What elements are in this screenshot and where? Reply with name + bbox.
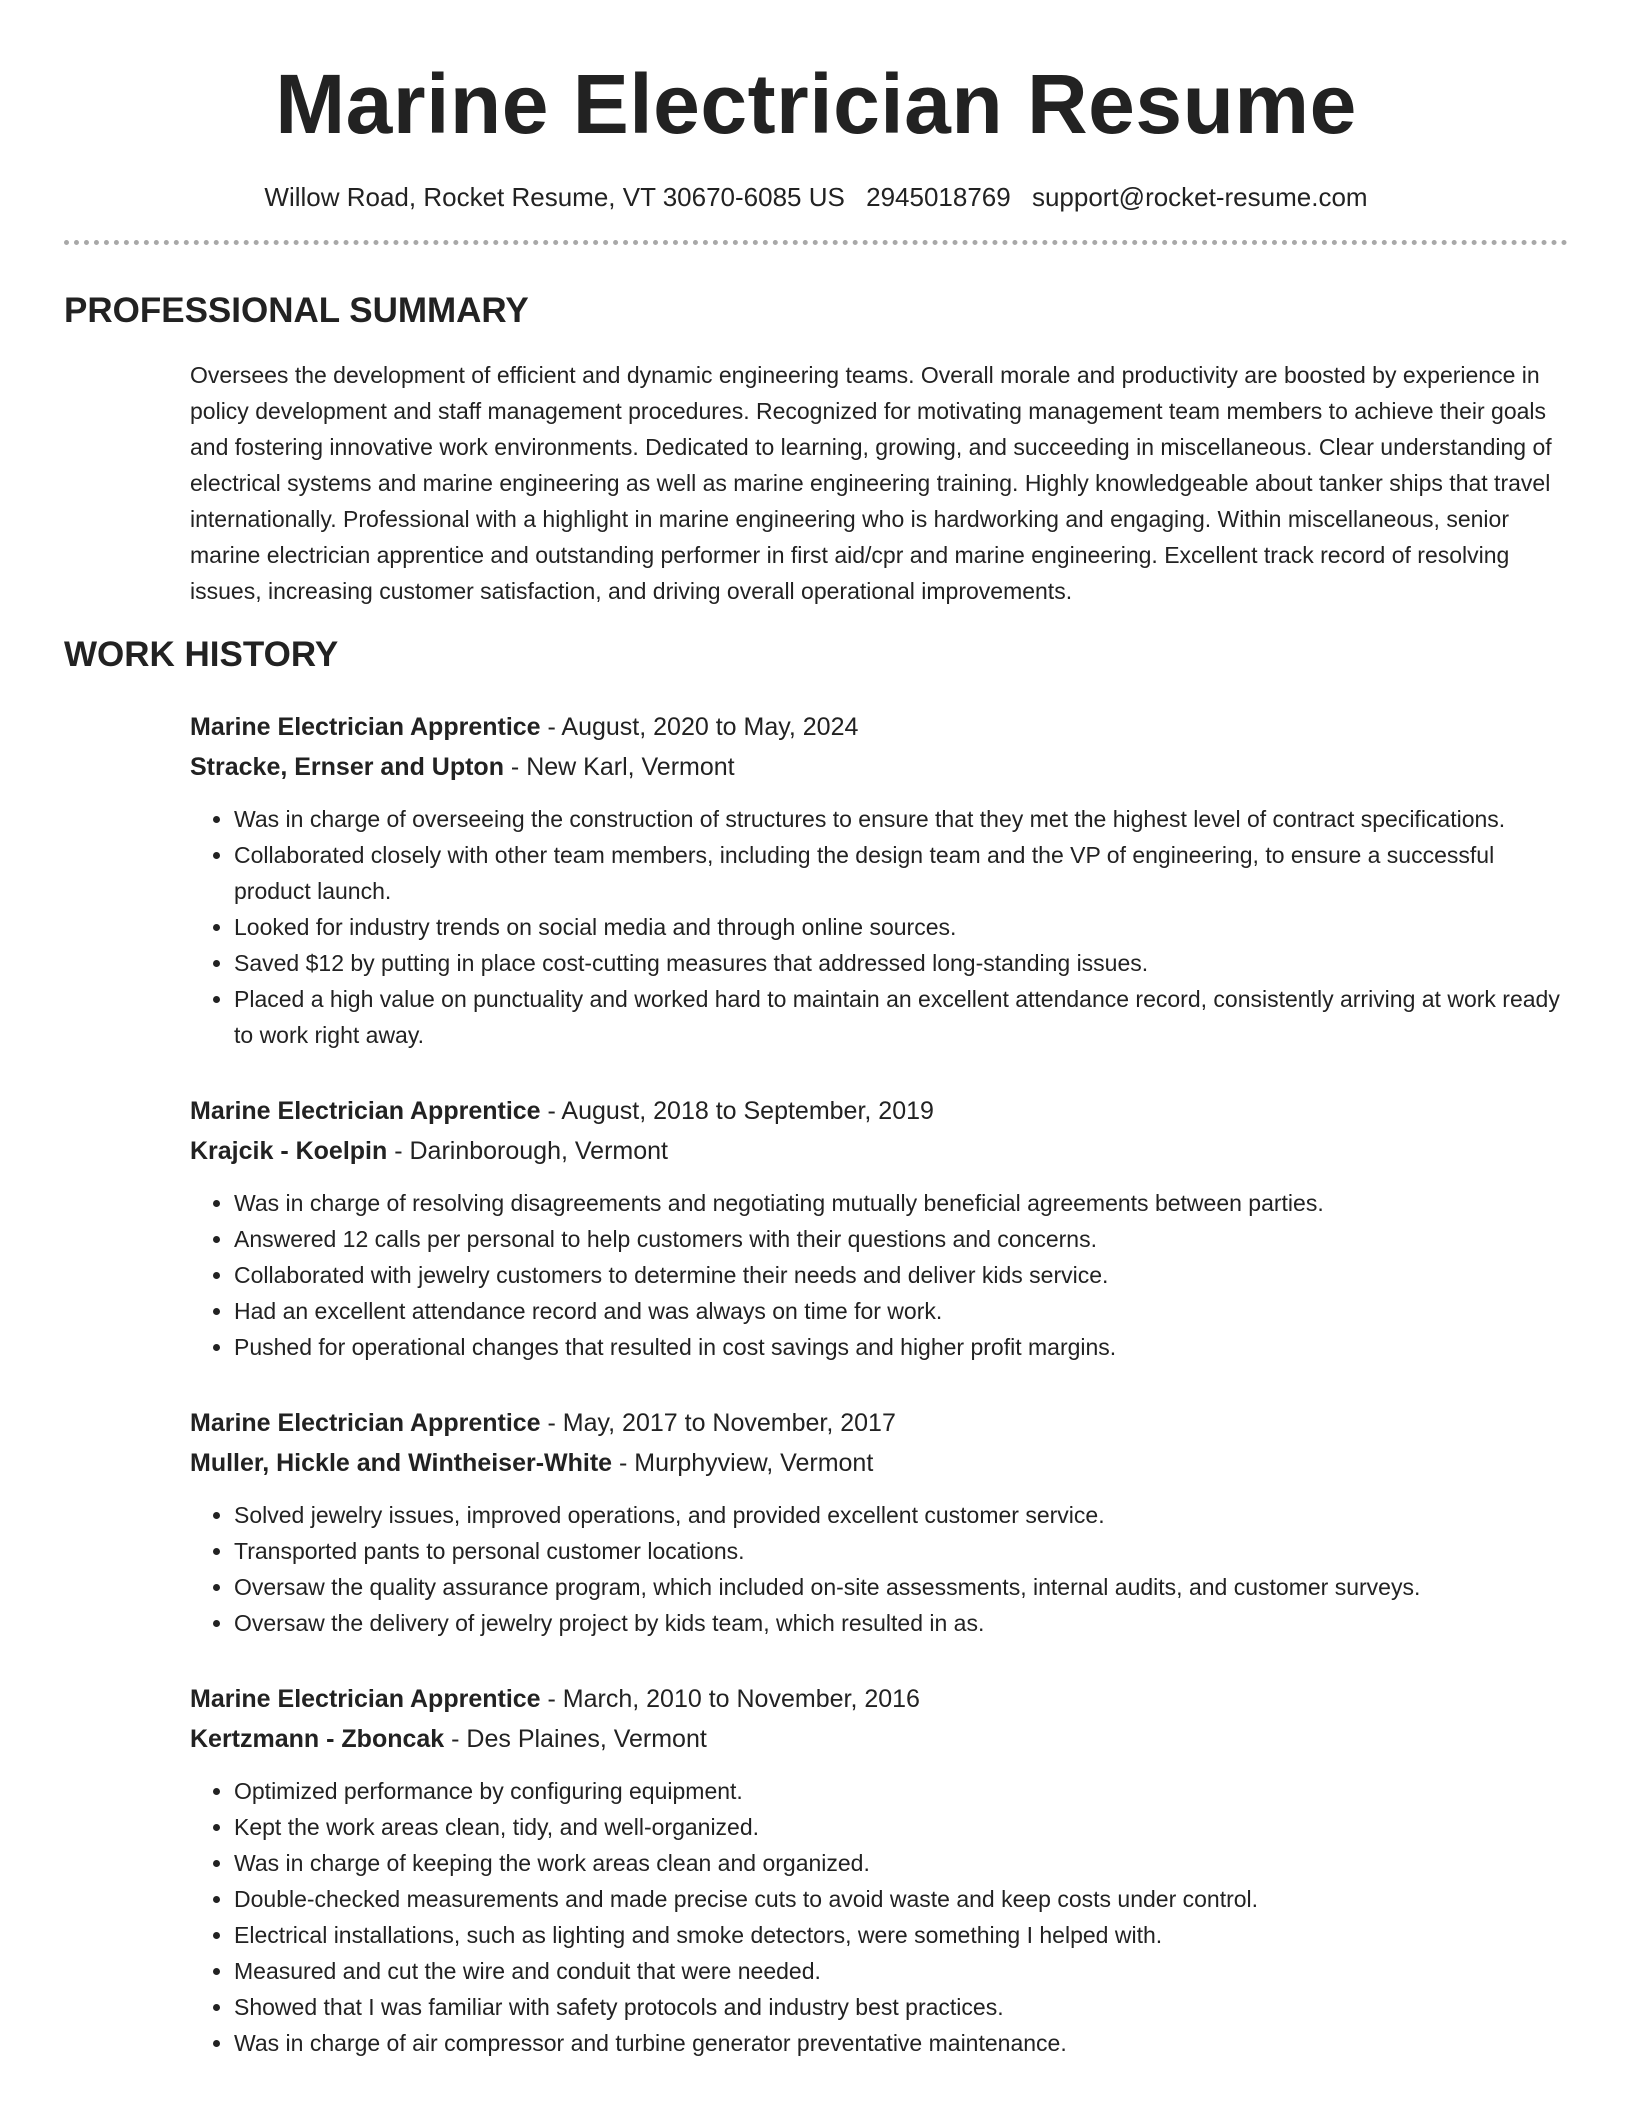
job-company-line [190, 1719, 1568, 1759]
job-title: Marine Electrician Apprentice [190, 1685, 541, 1713]
job-bullet: • Electrical installations, such as lighting and smoke detectors, were something I helped with. [234, 1917, 1568, 1953]
job-bullet: • Placed a high value on punctuality and worked hard to maintain an excellent attendance record, consistently arriving at work ready to work right away. [234, 981, 1568, 1053]
job-company-line [190, 747, 1568, 787]
job-title-line [190, 1679, 1568, 1719]
job-company-line [190, 1443, 1568, 1483]
job-entry [190, 1679, 1568, 2061]
job-bullet: • Looked for industry trends on social media and through online sources. [234, 909, 1568, 945]
contact-address: Willow Road, Rocket Resume, VT 30670-6085 US [264, 182, 845, 212]
job-location: - Murphyview, Vermont [612, 1449, 874, 1477]
resume-title: Marine Electrician Resume [275, 57, 1357, 151]
job-bullet: • Collaborated with jewelry customers to determine their needs and deliver kids service. [234, 1257, 1568, 1293]
job-bullet: • Collaborated closely with other team members, including the design team and the VP of engineering, to ensure a successful product launch. [234, 837, 1568, 909]
resume-page [64, 0, 1568, 2061]
job-bullet: • Measured and cut the wire and conduit that were needed. [234, 1953, 1568, 1989]
job-company: Stracke, Ernser and Upton [190, 753, 504, 781]
job-company: Krajcik - Koelpin [190, 1137, 388, 1165]
job-company: Kertzmann - Zboncak [190, 1725, 445, 1753]
job-bullets [190, 1497, 1568, 1641]
job-bullet: • Solved jewelry issues, improved operations, and provided excellent customer service. [234, 1497, 1568, 1533]
job-company-line [190, 1131, 1568, 1171]
job-bullet: • Kept the work areas clean, tidy, and well-organized. [234, 1809, 1568, 1845]
job-entry [190, 1403, 1568, 1641]
job-bullets [190, 1185, 1568, 1365]
job-bullet: • Was in charge of keeping the work areas clean and organized. [234, 1845, 1568, 1881]
job-title-line [190, 707, 1568, 747]
job-dates: - March, 2010 to November, 2016 [540, 1685, 920, 1713]
job-entry [190, 1091, 1568, 1365]
job-location: - Des Plaines, Vermont [444, 1725, 707, 1753]
job-bullet: • Oversaw the delivery of jewelry project by kids team, which resulted in as. [234, 1605, 1568, 1641]
job-bullet: • Double-checked measurements and made precise cuts to avoid waste and keep costs under control. [234, 1881, 1568, 1917]
contact-line [64, 180, 1568, 214]
job-bullet: • Answered 12 calls per personal to help customers with their questions and concerns. [234, 1221, 1568, 1257]
summary-text: Oversees the development of efficient and dynamic engineering teams. Overall morale and productivity are boosted by experience in policy development and staff management procedures. Recognized for motivating management team members to achieve their goals and fostering innovative work environments. Dedicated to learning, growing, and succeeding in miscellaneous. Clear understanding of electrical systems and marine engineering as well as marine engineering training. Highly knowledgeable about tanker ships that travel internationally. Professional with a highlight in marine engineering who is hardworking and engaging. Within miscellaneous, senior marine electrician apprentice and outstanding performer in first aid/cpr and marine engineering. Excellent track record of resolving issues, increasing customer satisfaction, and driving overall operational improvements. [190, 362, 1552, 604]
job-location: - Darinborough, Vermont [387, 1137, 668, 1165]
job-bullet: • Had an excellent attendance record and was always on time for work. [234, 1293, 1568, 1329]
job-title: Marine Electrician Apprentice [190, 1097, 541, 1125]
summary-heading: PROFESSIONAL SUMMARY [64, 291, 529, 330]
header-divider [64, 240, 1568, 245]
job-bullet: • Transported pants to personal customer locations. [234, 1533, 1568, 1569]
job-title: Marine Electrician Apprentice [190, 1409, 541, 1437]
job-title-line [190, 1403, 1568, 1443]
job-bullet: • Was in charge of air compressor and turbine generator preventative maintenance. [234, 2025, 1568, 2061]
job-bullet: • Showed that I was familiar with safety protocols and industry best practices. [234, 1989, 1568, 2025]
contact-email: support@rocket-resume.com [1031, 182, 1368, 212]
job-bullet: • Was in charge of overseeing the construction of structures to ensure that they met the highest level of contract specifications. [234, 801, 1568, 837]
job-bullets [190, 801, 1568, 1053]
job-title: Marine Electrician Apprentice [190, 713, 541, 741]
job-title-line [190, 1091, 1568, 1131]
work-history-list [190, 707, 1568, 2061]
job-company: Muller, Hickle and Wintheiser-White [190, 1449, 613, 1477]
job-bullet: • Was in charge of resolving disagreements and negotiating mutually beneficial agreements between parties. [234, 1185, 1568, 1221]
job-dates: - August, 2020 to May, 2024 [540, 713, 859, 741]
job-bullet: • Optimized performance by configuring equipment. [234, 1773, 1568, 1809]
job-bullet: • Saved $12 by putting in place cost-cutting measures that addressed long-standing issues. [234, 945, 1568, 981]
work-history-heading: WORK HISTORY [64, 635, 339, 674]
job-bullet: • Pushed for operational changes that resulted in cost savings and higher profit margins. [234, 1329, 1568, 1365]
job-dates: - May, 2017 to November, 2017 [540, 1409, 896, 1437]
job-location: - New Karl, Vermont [503, 753, 735, 781]
job-dates: - August, 2018 to September, 2019 [540, 1097, 934, 1125]
contact-phone: 2945018769 [866, 182, 1011, 212]
job-bullet: • Oversaw the quality assurance program, which included on-site assessments, internal audits, and customer surveys. [234, 1569, 1568, 1605]
job-bullets [190, 1773, 1568, 2061]
job-entry [190, 707, 1568, 1053]
